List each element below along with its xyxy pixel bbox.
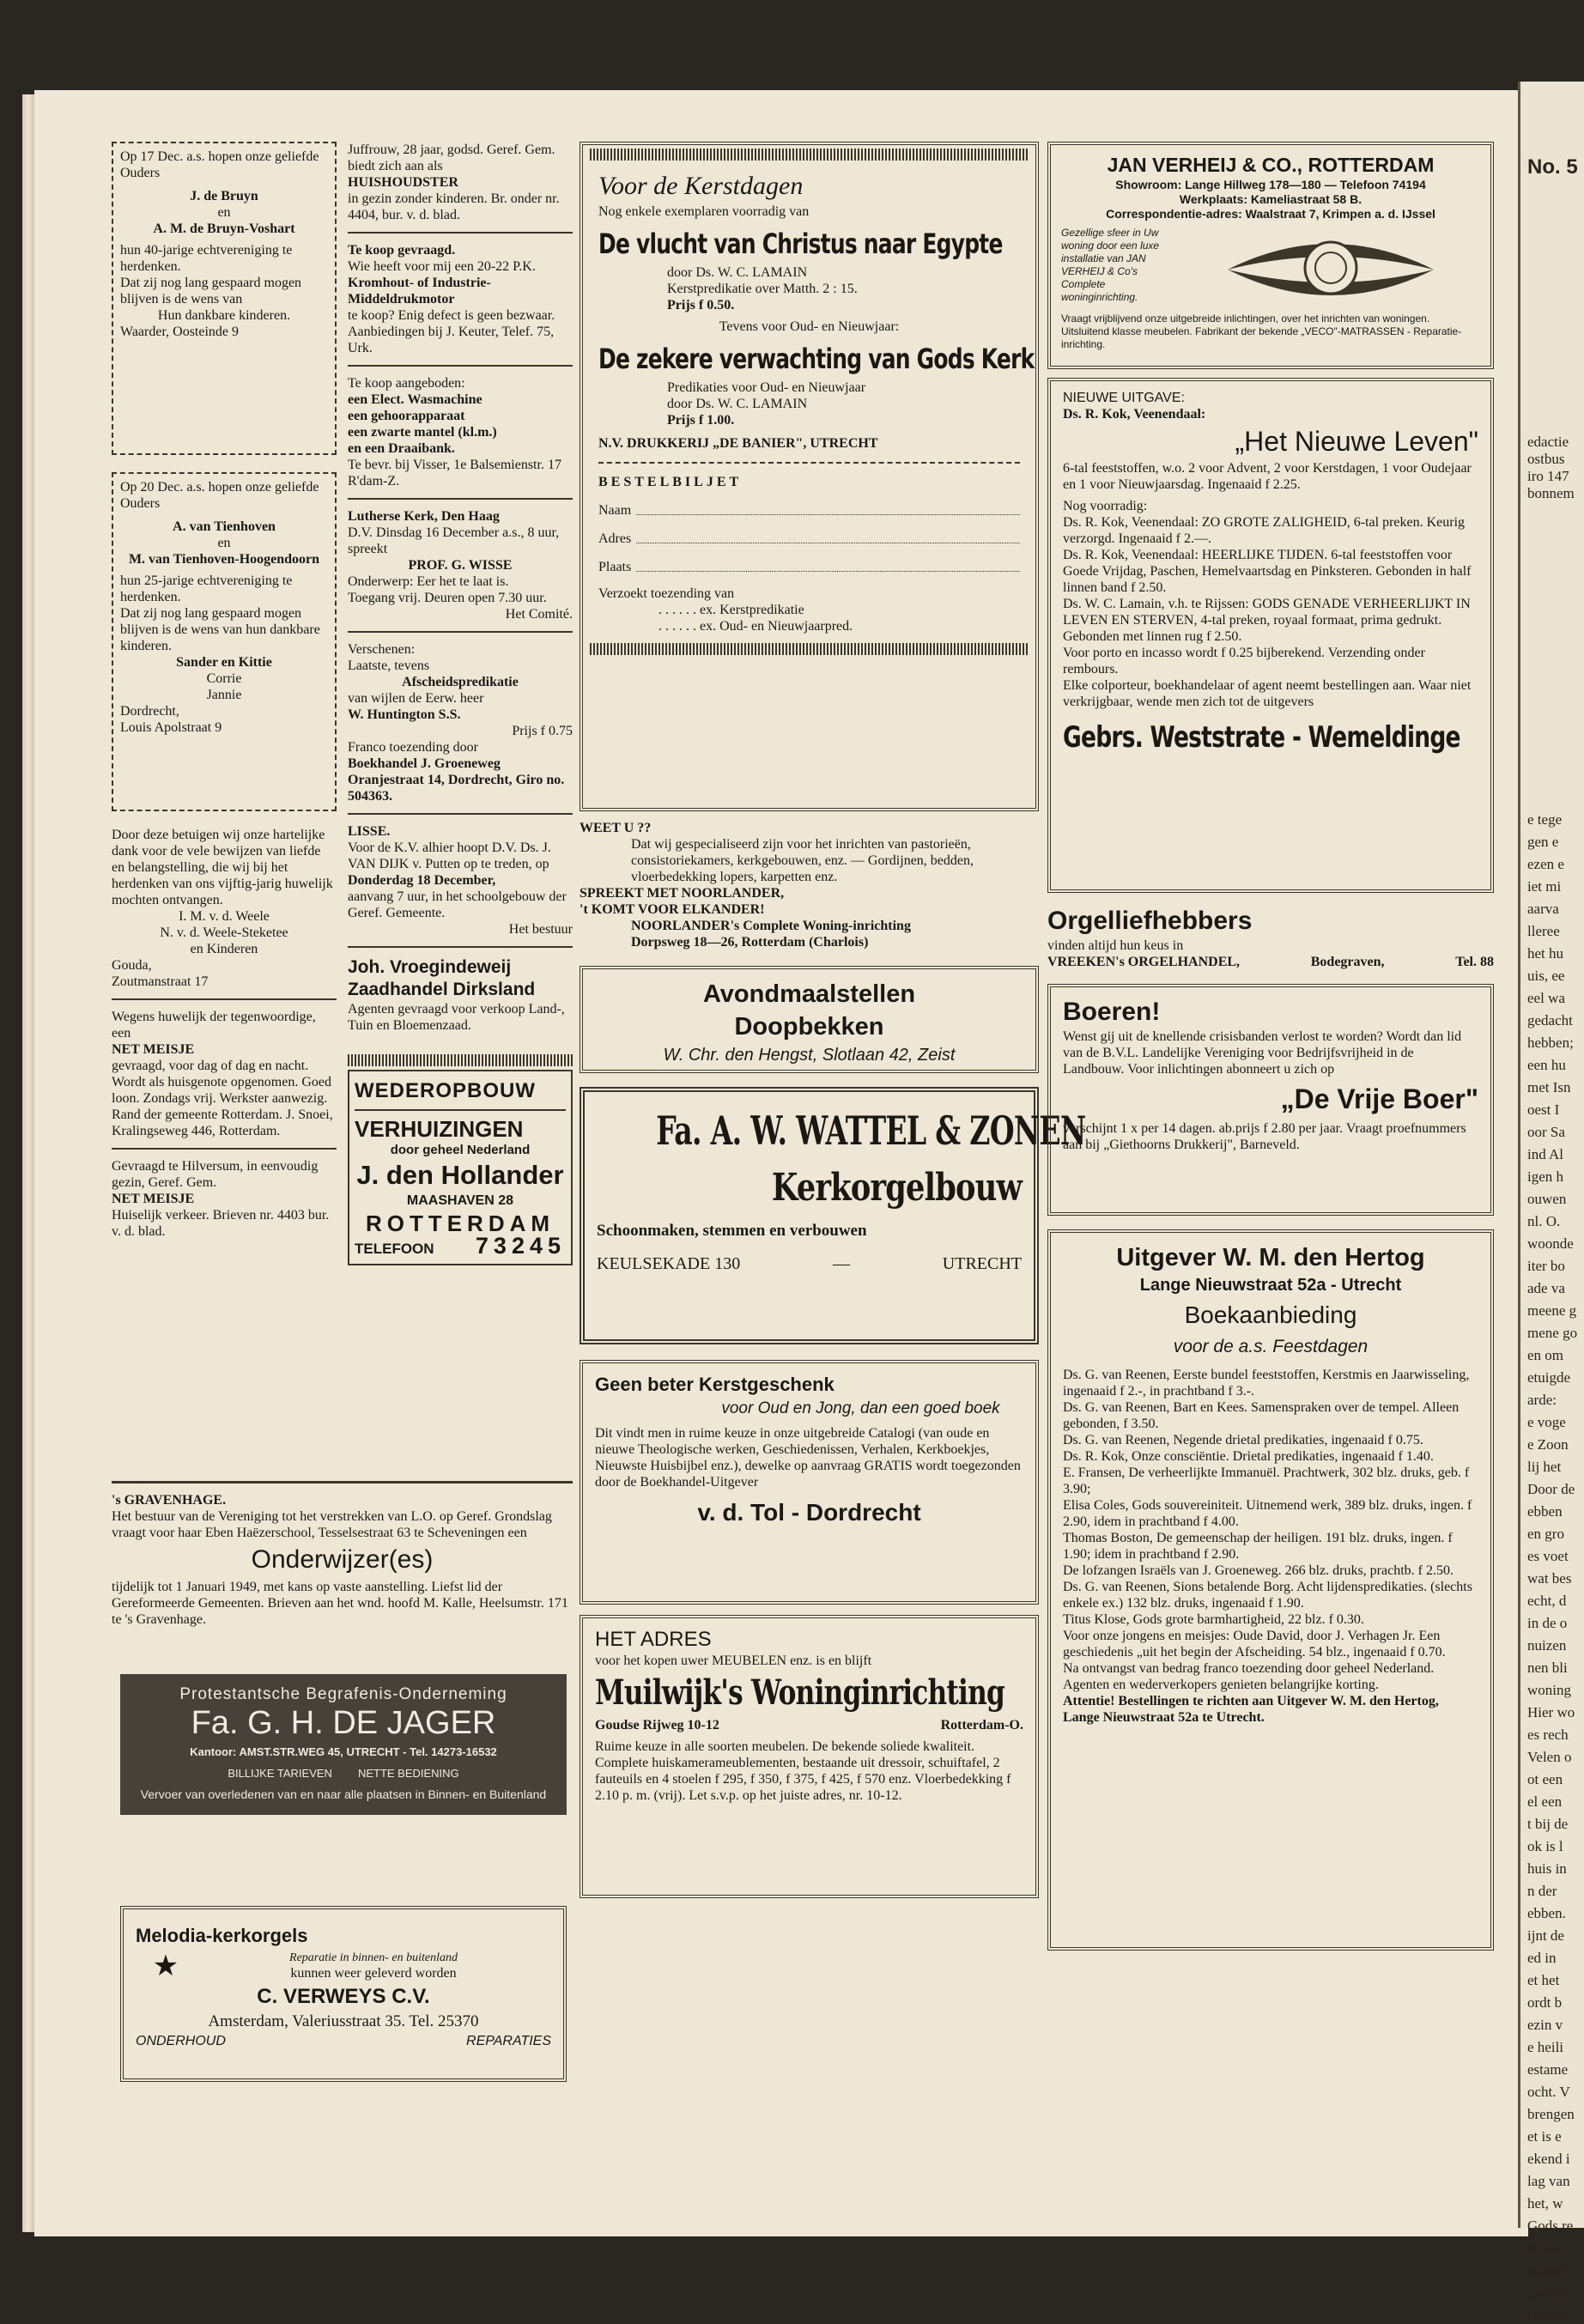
ad-heading: Geen beter Kerstgeschenk bbox=[595, 1374, 834, 1395]
ad-text: Tevens voor Oud- en Nieuwjaar: bbox=[719, 319, 900, 334]
ad-text: Onderwerp: Eer het te laat is. bbox=[348, 574, 509, 589]
ad-text: Na ontvangst van bedrag franco toezending door geheel Nederland. Agenten en wederverkopers genieten belangrijke korting. bbox=[1063, 1661, 1435, 1692]
text-fragment: eel wa bbox=[1527, 990, 1565, 1006]
ad-text: voor Oud en Jong, dan een goed boek bbox=[721, 1399, 1000, 1417]
text-fragment: ebben bbox=[1527, 1503, 1563, 1520]
ad-company: Fa. A. W. WATTEL & ZONEN bbox=[656, 1107, 1086, 1154]
ad-text: Ds. R. Kok, Veenendaal: ZO GROTE ZALIGHEID, 6-tal preken. Keurig verzorgd. Ingenaaid f 2.—. bbox=[1063, 515, 1466, 546]
book-entry: E. Fransen, De verheerlijkte Immanuël. Prachtwerk, 302 blz. druks, geb. f 3.90; bbox=[1063, 1465, 1470, 1496]
noorlander-ad bbox=[580, 820, 1039, 950]
ad-text: in gezin zonder kinderen. Br. onder nr. 4404, bur. v. d. blad. bbox=[348, 191, 560, 222]
ad-text: — bbox=[833, 1254, 850, 1273]
text-fragment: brengen bbox=[1527, 2106, 1575, 2122]
text-fragment: huis in bbox=[1527, 1860, 1567, 1877]
text-fragment: aarva bbox=[1527, 901, 1559, 917]
text-fragment: hebben; bbox=[1527, 1035, 1574, 1051]
ad-name: A. M. de Bruyn-Voshart bbox=[153, 221, 295, 236]
ad-publisher: N.V. DRUKKERIJ „DE BANIER", UTRECHT bbox=[598, 436, 878, 451]
book-entry: Ds. G. van Reenen, Sions betalende Borg. Acht lijdenspredikaties. (slechts enkele ex.) 132 blz. druks, ingenaaid f 1.90. bbox=[1063, 1580, 1472, 1611]
order-line: . . . . . . ex. Oud- en Nieuwjaarpred. bbox=[658, 619, 853, 634]
text-fragment: sband bbox=[1527, 2262, 1562, 2278]
ad-item: een zwarte mantel (kl.m.) bbox=[348, 425, 497, 440]
ad-phone: Tel. 88 bbox=[1455, 955, 1494, 969]
ad-signature: N. v. d. Weele-Steketee bbox=[160, 925, 288, 940]
ad-name: M. van Tienhoven-Hoogendoorn bbox=[128, 552, 320, 567]
text-fragment: een hu bbox=[1527, 1057, 1566, 1073]
ad-company: VREEKEN's ORGELHANDEL, bbox=[1047, 955, 1241, 969]
text-fragment: oor Sa bbox=[1527, 1124, 1565, 1140]
ad-heading: WEDEROPBOUW bbox=[355, 1079, 536, 1102]
ad-heading: NIEUWE UITGAVE: bbox=[1063, 391, 1185, 405]
column-1 bbox=[112, 142, 337, 1240]
text-fragment: uis, ee bbox=[1527, 968, 1565, 984]
text-fragment: es rech bbox=[1527, 1726, 1569, 1743]
text-fragment: woonde bbox=[1527, 1235, 1574, 1252]
ad-text: D.V. Dinsdag 16 December a.s., 8 uur, spreekt bbox=[348, 525, 560, 556]
text-fragment: wat bes bbox=[1527, 1570, 1572, 1587]
ad-name: A. van Tienhoven bbox=[173, 519, 276, 534]
ad-address: Waarder, Oosteinde 9 bbox=[120, 325, 240, 339]
column-2 bbox=[348, 142, 573, 1265]
ad-text: Te bevr. bij Visser, 1e Balsemienstr. 17 R'dam-Z. bbox=[348, 458, 561, 488]
ad-heading: WEET U ?? bbox=[580, 821, 652, 835]
ad-text: Agenten gevraagd voor verkoop Land-, Tuin en Bloemenzaad. bbox=[348, 1002, 565, 1033]
name-field-label: Naam bbox=[598, 503, 632, 518]
ad-name: J. de Bruyn bbox=[190, 189, 258, 203]
ad-text: Het bestuur van de Vereniging tot het verstrekken van L.O. op Geref. Grondslag vraagt voor haar Eben Haëzerschool, Tesselsestraat 63 te Scheveningen een bbox=[112, 1509, 552, 1540]
ad-city: UTRECHT bbox=[942, 1254, 1022, 1273]
book-entry: Voor onze jongens en meisjes: Oude David, door J. Verhagen Jr. Een geschiedenis „uit het begin der Afscheiding. 54 blz., ingenaaid f 0.70. bbox=[1063, 1629, 1446, 1660]
column-3 bbox=[580, 142, 1086, 1898]
ad-heading: Orgelliefhebbers bbox=[1047, 907, 1253, 935]
farmers-ad bbox=[1047, 984, 1494, 1216]
book-entry: Thomas Boston, De gemeenschap der heiligen. 191 blz. druks, ingen. f 1.90; idem in prachtband f 2.90. bbox=[1063, 1531, 1453, 1562]
ad-address: Goudse Rijweg 10-12 bbox=[595, 1718, 719, 1732]
ad-text: te koop? Enig defect is geen bezwaar. Aanbiedingen bij J. Keuter, Telef. 75, Urk. bbox=[348, 308, 555, 355]
text-fragment: nen bli bbox=[1527, 1660, 1568, 1676]
organ-dealer-ad bbox=[1047, 905, 1494, 970]
ad-signature: Corrie bbox=[206, 671, 242, 686]
wattel-ad bbox=[580, 1087, 1086, 1344]
column-4 bbox=[1047, 142, 1494, 1951]
book-entry: Ds. G. van Reenen, Negende drietal predikaties, ingenaaid f 0.75. bbox=[1063, 1433, 1423, 1447]
text-fragment: oest I bbox=[1527, 1101, 1560, 1118]
text-fragment: ouwen bbox=[1527, 1191, 1567, 1207]
city-field[interactable] bbox=[636, 559, 1020, 572]
ad-company: JAN VERHEIJ & CO., ROTTERDAM bbox=[1107, 154, 1435, 176]
motor-ad bbox=[348, 242, 573, 356]
ad-text: gevraagd, voor dag of dag en nacht. Wordt als huisgenote opgenomen. Goed loon. Zondags vrij. Werkster aanwezig. Rand der gemeente Rotterdam. J. Snoei, Kralingseweg 446, Rotterdam. bbox=[112, 1059, 333, 1138]
text-fragment: iet mi bbox=[1527, 878, 1562, 895]
ad-heading: 's GRAVENHAGE. bbox=[112, 1493, 227, 1508]
text-fragment: et is e bbox=[1527, 2128, 1562, 2145]
text-fragment: et het bbox=[1527, 1972, 1560, 1988]
ad-company: Muilwijk's Woninginrichting bbox=[595, 1672, 1005, 1713]
ad-item: een Elect. Wasmachine bbox=[348, 392, 482, 407]
text-fragment: e Zoon bbox=[1527, 1436, 1569, 1453]
text-fragment: lag van bbox=[1527, 2173, 1570, 2189]
ad-heading: VERHUIZINGEN bbox=[355, 1116, 524, 1142]
ad-signature: I. M. v. d. Weele bbox=[179, 909, 270, 924]
ad-item: een gehoorapparaat bbox=[348, 409, 465, 423]
ad-company: J. den Hollander bbox=[356, 1160, 564, 1190]
ad-text: Toegang vrij. Deuren open 7.30 uur. bbox=[348, 591, 547, 605]
ad-text: Juffrouw, 28 jaar, godsd. Geref. Gem. biedt zich aan als bbox=[348, 143, 555, 173]
text-fragment: iro 147 bbox=[1527, 468, 1569, 484]
ad-heading: Doopbekken bbox=[734, 1013, 884, 1041]
text-fragment: ebben. bbox=[1527, 1905, 1566, 1921]
ad-text: Wenst gij uit de knellende crisisbanden verlost te worden? Wordt dan lid van de B.V.L. Landelijke Vereniging voor Bedrijfsvrijheid in de Landbouw. Voor inlichtingen abonneert u zich op bbox=[1063, 1029, 1462, 1077]
lisse-ad bbox=[348, 823, 573, 937]
ad-address: Oranjestraat 14, Dordrecht, Giro no. 504363. bbox=[348, 773, 565, 804]
ad-price: Prijs f 0.75 bbox=[512, 724, 573, 738]
ad-text: Kerstpredikatie over Matth. 2 : 15. bbox=[667, 282, 858, 296]
ad-address: Dorpsweg 18—26, Rotterdam (Charlois) bbox=[631, 935, 869, 950]
name-field[interactable] bbox=[636, 502, 1020, 515]
ad-text: Vraagt vrijblijvend onze uitgebreide inlichtingen, over het inrichten van woningen. Uitsluitend klasse meubelen. Fabrikant der bekende „VECO"-MATRASSEN - Reparatie-inrichting. bbox=[1061, 312, 1462, 350]
ad-address: Showroom: Lange Hillweg 178—180 — Telefoon 74194 bbox=[1115, 178, 1426, 191]
ad-address: Lange Nieuwstraat 52a - Utrecht bbox=[1139, 1276, 1402, 1295]
ad-city: ROTTERDAM bbox=[365, 1211, 555, 1236]
ad-text: REPARATIES bbox=[466, 2034, 551, 2048]
ad-text: tijdelijk tot 1 Januari 1949, met kans op vaste aanstelling. Liefst lid der Gereformeerde Gemeenten. Brieven aan het wnd. hoofd M. Kalle, Heelsumstr. 171 te 's Gravenhage. bbox=[112, 1580, 568, 1627]
ad-text: Vervoer van overledenen van en naar alle plaatsen in Binnen- en Buitenland bbox=[140, 1787, 547, 1801]
ad-address: Dordrecht, bbox=[120, 704, 179, 719]
ad-city: Rotterdam-O. bbox=[940, 1718, 1023, 1732]
book-entry: Titus Klose, Gods grote barmhartigheid, 22 blz. f 0.30. bbox=[1063, 1612, 1364, 1627]
ad-price: Prijs f 1.00. bbox=[667, 413, 735, 428]
anniversary-ad-2 bbox=[112, 472, 337, 811]
text-fragment: Hier wo bbox=[1527, 1704, 1575, 1720]
ad-intro: Op 17 Dec. a.s. hopen onze geliefde Ouders bbox=[120, 149, 319, 180]
ad-text: kunnen weer geleverd worden bbox=[290, 1966, 457, 1981]
ad-address: Correspondentie-adres: Waalstraat 7, Krimpen a. d. IJssel bbox=[1106, 207, 1435, 221]
christmas-books-ad bbox=[580, 142, 1039, 811]
seed-ad bbox=[348, 956, 573, 1034]
text-fragment: woning bbox=[1527, 1682, 1571, 1698]
text-fragment: ordt b bbox=[1527, 1994, 1563, 2011]
job-ad-1 bbox=[112, 1009, 337, 1139]
ad-company: NOORLANDER's Complete Woning-inrichting bbox=[631, 919, 911, 933]
text-fragment: gedacht bbox=[1527, 1012, 1573, 1029]
ad-phone-label: TELEFOON bbox=[355, 1241, 434, 1257]
ad-title: „De Vrije Boer" bbox=[1280, 1083, 1478, 1114]
sermon-ad bbox=[348, 641, 573, 804]
text-fragment: ind Al bbox=[1527, 1146, 1564, 1162]
kok-ad bbox=[1047, 378, 1494, 893]
ad-heading: Afscheidspredikatie bbox=[402, 675, 519, 689]
ad-text: Predikaties voor Oud- en Nieuwjaar bbox=[667, 380, 866, 395]
ad-text: hun 25-jarige echtvereniging te herdenken. bbox=[120, 573, 293, 604]
ad-and: en bbox=[217, 536, 231, 550]
thanks-ad bbox=[112, 827, 337, 990]
ad-text: van wijlen de Eerw. heer bbox=[348, 691, 484, 706]
text-fragment: chaamt bbox=[1527, 2307, 1570, 2323]
ad-text: door geheel Nederland bbox=[390, 1143, 531, 1157]
ad-text: Laatste, tevens bbox=[348, 658, 430, 673]
ad-text: NETTE BEDIENING bbox=[357, 1767, 459, 1780]
book-title: De vlucht van Christus naar Egypte bbox=[598, 228, 1003, 260]
text-fragment: Door de bbox=[1527, 1481, 1575, 1497]
text-fragment: in de o bbox=[1527, 1615, 1568, 1631]
text-fragment: ostbus bbox=[1527, 451, 1565, 467]
ad-name: W. Huntington S.S. bbox=[348, 707, 461, 722]
lecture-ad bbox=[348, 508, 573, 622]
text-fragment: ade va bbox=[1527, 1280, 1565, 1296]
ad-text: voor het kopen uwer MEUBELEN enz. is en blijft bbox=[595, 1653, 872, 1668]
ad-company: Fa. G. H. DE JAGER bbox=[191, 1705, 496, 1741]
text-fragment: iter bo bbox=[1527, 1258, 1565, 1274]
ad-heading: Joh. Vroegindeweij bbox=[348, 957, 512, 977]
text-fragment: ocht. V bbox=[1527, 2084, 1570, 2100]
text-fragment: meene g bbox=[1527, 1302, 1577, 1319]
text-fragment: mene go bbox=[1527, 1325, 1578, 1341]
ad-heading: Protestantsche Begrafenis-Onderneming bbox=[179, 1685, 507, 1703]
address-field-label: Adres bbox=[598, 531, 632, 546]
ad-heading: Melodia-kerkorgels bbox=[136, 1925, 308, 1946]
ad-text: Elke colporteur, boekhandelaar of agent neemt bestellingen aan. Waar niet verkrijgbaar, wende men zich tot de uitgevers bbox=[1063, 678, 1472, 709]
ad-address: Kantoor: AMST.STR.WEG 45, UTRECHT - Tel. 14273-16532 bbox=[190, 1745, 497, 1758]
ad-signature: Het Comité. bbox=[505, 607, 573, 622]
ad-text: Dat wij gespecialiseerd zijn voor het inrichten van pastorieën, consistoriekamers, kerkgebouwen, enz. — Gordijnen, bedden, vloerbedekking lopers, karpetten enz. bbox=[631, 837, 974, 884]
ad-city: Bodegraven, bbox=[1310, 955, 1385, 969]
text-fragment: el een bbox=[1527, 1793, 1563, 1810]
ad-address: KEULSEKADE 130 bbox=[597, 1254, 741, 1273]
ad-text: Attentie! Bestellingen te richten aan Uitgever W. M. den Hertog, Lange Nieuwstraat 52a te Utrecht. bbox=[1063, 1694, 1439, 1725]
text-fragment: etuigde bbox=[1527, 1369, 1571, 1386]
ad-text: Huiselijk verkeer. Brieven nr. 4403 bur. v. d. blad. bbox=[112, 1208, 330, 1239]
text-fragment: edactie bbox=[1527, 434, 1569, 450]
tol-ad bbox=[580, 1360, 1039, 1605]
melodia-ad bbox=[120, 1906, 567, 2082]
ad-text: BILLIJKE TARIEVEN bbox=[228, 1767, 332, 1780]
text-fragment: arde: bbox=[1527, 1392, 1557, 1408]
ad-text: Ds. W. C. Lamain, v.h. te Rijssen: GODS GENADE VERHEERLIJKT IN LEVEN EN STERVEN, 4-tal preken, royaal formaat, prima gedrukt. Gebonden met linnen rug f 2.50. bbox=[1063, 597, 1471, 644]
text-fragment: en om bbox=[1527, 1347, 1564, 1363]
text-fragment: e heili bbox=[1527, 2039, 1564, 2055]
ad-text: Nog voorradig: bbox=[1063, 499, 1148, 513]
ad-text: Nog enkele exemplaren voorradig van bbox=[598, 204, 810, 219]
ad-heading: Boekaanbieding bbox=[1184, 1302, 1357, 1328]
ad-heading: HET ADRES bbox=[595, 1628, 712, 1651]
order-line: . . . . . . ex. Kerstpredikatie bbox=[658, 603, 804, 617]
ad-address: Werkplaats: Kameliastraat 58 B. bbox=[1179, 192, 1362, 206]
ad-text: vinden altijd hun keus in bbox=[1047, 938, 1184, 953]
ad-signature: Het bestuur bbox=[508, 922, 573, 937]
text-fragment: estame bbox=[1527, 2061, 1569, 2078]
text-fragment: t bij de bbox=[1527, 1816, 1569, 1832]
ad-date: Donderdag 18 December, bbox=[348, 873, 496, 888]
text-fragment: lij het bbox=[1527, 1459, 1562, 1475]
ad-author: Ds. R. Kok, Veenendaal: bbox=[1063, 407, 1206, 422]
ad-heading: voor de a.s. Feestdagen bbox=[1173, 1337, 1369, 1356]
text-fragment: Gods re bbox=[1527, 2218, 1574, 2234]
ad-heading: Kromhout- of Industrie-Middeldrukmotor bbox=[348, 276, 491, 306]
for-sale-ad bbox=[348, 375, 573, 489]
book-entry: Ds. G. van Reenen, Eerste bundel feeststoffen, Kerstmis en Jaarwisseling, ingenaaid f 2.-, in prachtband f 3.-. bbox=[1063, 1368, 1470, 1399]
issue-number: No. 5 bbox=[1527, 155, 1578, 179]
ad-intro: Op 20 Dec. a.s. hopen onze geliefde Ouders bbox=[120, 480, 319, 511]
ad-heading: NET MEISJE bbox=[112, 1192, 195, 1206]
text-fragment: bonnem bbox=[1527, 485, 1575, 501]
veco-logo bbox=[1181, 227, 1480, 312]
ad-and: en bbox=[217, 205, 231, 220]
ad-item: en een Draaibank. bbox=[348, 441, 455, 456]
ad-company: C. VERWEYS C.V. bbox=[257, 1985, 430, 2008]
text-fragment: ekend i bbox=[1527, 2151, 1570, 2167]
book-title: De zekere verwachting van Gods Kerk bbox=[598, 343, 1035, 375]
text-fragment: en gro bbox=[1527, 1526, 1564, 1542]
ad-heading: Zaadhandel Dirksland bbox=[348, 980, 536, 999]
ad-signature: en Kinderen bbox=[190, 942, 258, 956]
text-fragment: ezen e bbox=[1527, 856, 1564, 872]
address-field[interactable] bbox=[636, 531, 1020, 543]
ad-text: Schoonmaken, stemmen en verbouwen bbox=[597, 1222, 867, 1240]
text-fragment: n der bbox=[1527, 1883, 1557, 1899]
text-fragment: at wo bbox=[1527, 2240, 1560, 2256]
gravenhage-ad bbox=[112, 1472, 573, 1628]
ad-text: Ds. R. Kok, Veenendaal: HEERLIJKE TIJDEN. 6-tal feeststoffen voor Goede Vrijdag, Paschen, Hemelvaartsdag en Pinksteren. Gebonden in half linnen band f 2.50. bbox=[1063, 548, 1472, 595]
ad-phone: 73245 bbox=[475, 1233, 566, 1259]
ad-text: Verschenen: bbox=[348, 642, 416, 657]
text-fragment: es voet bbox=[1527, 1548, 1569, 1564]
ad-company: Uitgever W. M. den Hertog bbox=[1116, 1244, 1425, 1271]
ad-company: v. d. Tol - Dordrecht bbox=[697, 1499, 921, 1526]
ad-text: 6-tal feeststoffen, w.o. 2 voor Advent, 2 voor Kerstdagen, 1 voor Oudejaar en 1 voor Nieuwjaarsdag. Ingenaaid f 2.25. bbox=[1063, 461, 1472, 492]
order-form-title: BESTELBILJET bbox=[598, 475, 743, 489]
text-fragment: met Isn bbox=[1527, 1079, 1571, 1095]
ad-text: Ruime keuze in alle soorten meubelen. De bekende soliede kwaliteit. Complete huiskamerameublementen, bestaande uit dressoir, schuiftafel, 2 fauteuils en 4 stoelen f 295, f 350, f 375, f 425, f 570 enz. Vloerbedekking f 2.10 p. m. (vrij). Let s.v.p. op het juiste adres, nr. 10-12. bbox=[595, 1739, 1011, 1803]
ad-position: Onderwijzer(es) bbox=[251, 1545, 434, 1574]
ad-name: PROF. G. WISSE bbox=[408, 558, 513, 573]
ad-author: door Ds. W. C. LAMAIN bbox=[667, 265, 808, 280]
jager-ad bbox=[120, 1674, 567, 1815]
ad-heading: Kerkorgelbouw bbox=[771, 1166, 1022, 1210]
text-fragment: het hu bbox=[1527, 945, 1564, 962]
book-entry: De lofzangen Israëls van J. Groeneweg. 266 blz. druks, prachtb. f 2.50. bbox=[1063, 1563, 1454, 1578]
text-fragment: e tege bbox=[1527, 811, 1563, 828]
ad-heading: HUISHOUDSTER bbox=[348, 175, 458, 190]
ad-text: Franco toezending door bbox=[348, 740, 478, 755]
moving-ad bbox=[348, 1070, 573, 1265]
ad-price: Prijs f 0.50. bbox=[667, 298, 735, 312]
text-fragment: Velen o bbox=[1527, 1749, 1572, 1765]
ad-text: hun 40-jarige echtvereniging te herdenken. bbox=[120, 243, 293, 274]
book-entry: Ds. G. van Reenen, Bart en Kees. Samenspraken over de tempel. Alleen gebonden, f 3.50. bbox=[1063, 1400, 1460, 1431]
ad-heading: Lutherse Kerk, Den Haag bbox=[348, 509, 500, 524]
ad-heading: Te koop gevraagd. bbox=[348, 243, 456, 258]
ad-publisher: Gebrs. Weststrate - Wemeldinge bbox=[1063, 720, 1460, 755]
ad-heading: Voor de Kerstdagen bbox=[598, 172, 804, 200]
ad-heading: LISSE. bbox=[348, 824, 391, 839]
text-fragment: ezin v bbox=[1527, 2017, 1563, 2033]
ad-text: Verzoekt toezending van bbox=[598, 586, 735, 601]
ad-heading: NET MEISJE bbox=[112, 1042, 195, 1057]
text-fragment: ijnt de bbox=[1527, 1927, 1564, 1944]
ad-text: Wie heeft voor mij een 20-22 P.K. bbox=[348, 259, 536, 274]
book-title: „Het Nieuwe Leven" bbox=[1235, 426, 1478, 457]
job-ad-2 bbox=[112, 1158, 337, 1240]
ad-text: Voor de K.V. alhier hoopt D.V. Ds. J. VAN DIJK v. Putten op te treden, op bbox=[348, 840, 551, 871]
text-fragment: ok is l bbox=[1527, 1838, 1563, 1854]
ad-address: MAASHAVEN 28 bbox=[406, 1193, 514, 1208]
ad-heading: Boeren! bbox=[1063, 998, 1161, 1026]
ad-heading: SPREEKT MET NOORLANDER, bbox=[580, 886, 785, 901]
ad-address: W. Chr. den Hengst, Slotlaan 42, Zeist bbox=[663, 1046, 956, 1065]
ad-heading: Avondmaalstellen bbox=[702, 980, 916, 1008]
ad-text: Gezellige sfeer in Uw woning door een luxe installatie van JAN VERHEIJ & Co's Complete woninginrichting. bbox=[1061, 227, 1160, 303]
ad-signature: Jannie bbox=[206, 688, 242, 702]
muilwijk-ad bbox=[580, 1615, 1039, 1898]
ad-address: Gouda, bbox=[112, 958, 152, 973]
text-fragment: nuizen bbox=[1527, 1637, 1567, 1653]
ad-text: Reparatie in binnen- en buitenland bbox=[289, 1951, 458, 1964]
text-fragment: igen h bbox=[1527, 1168, 1564, 1185]
ad-text: aanvang 7 uur, in het schoolgebouw der Geref. Gemeente. bbox=[348, 889, 567, 920]
ad-text: Dat zij nog lang gespaard mogen blijven is de wens van hun dankbare kinderen. bbox=[120, 606, 320, 653]
star-icon: ★ bbox=[152, 1949, 179, 1983]
text-fragment: nl. O. bbox=[1527, 1213, 1561, 1229]
ad-text: verschijnt 1 x per 14 dagen. ab.prijs f 2.80 per jaar. Vraagt proefnummers aan bij „Giethoorns Drukkerij", Barneveld. bbox=[1063, 1121, 1466, 1152]
ad-address: Amsterdam, Valeriusstraat 35. Tel. 25370 bbox=[208, 2012, 479, 2030]
ad-text: Dit vindt men in ruime keuze in onze uitgebreide Catalogi (van oude en nieuwe Theologische werken, Geschiedenissen, Verhalen, Kerkboekjes, Nieuwste Huisbijbel enz.), dewelke op aanvraag GRATIS wordt toegezonden door de Boekhandel-Uitgever bbox=[595, 1426, 1021, 1490]
text-fragment: uwelijk bbox=[1527, 2285, 1571, 2301]
ad-text: ONDERHOUD bbox=[136, 2034, 226, 2048]
ad-text: Wegens huwelijk der tegenwoordige, een bbox=[112, 1010, 316, 1041]
ad-text: Gevraagd te Hilversum, in eenvoudig gezin, Geref. Gem. bbox=[112, 1159, 319, 1190]
hertog-ad bbox=[1047, 1229, 1494, 1951]
ad-address: Zoutmanstraat 17 bbox=[112, 974, 209, 989]
anniversary-ad-1 bbox=[112, 142, 337, 455]
text-fragment: het, w bbox=[1527, 2195, 1563, 2212]
adjacent-page bbox=[1518, 82, 1584, 2323]
city-field-label: Plaats bbox=[598, 560, 632, 574]
ad-signature: Hun dankbare kinderen. bbox=[157, 308, 291, 323]
ad-signature: Sander en Kittie bbox=[176, 655, 272, 670]
text-fragment: echt, d bbox=[1527, 1593, 1567, 1609]
text-fragment: gen e bbox=[1527, 834, 1559, 850]
book-entry: Ds. R. Kok, Onze consciëntie. Drietal predikaties, ingenaaid f 1.40. bbox=[1063, 1449, 1434, 1464]
ad-address: Louis Apolstraat 9 bbox=[120, 720, 222, 735]
ad-text: Voor porto en incasso wordt f 0.25 bijberekend. Verzending onder rembours. bbox=[1063, 646, 1425, 677]
text-fragment: ed in bbox=[1527, 1950, 1557, 1966]
ad-name: Boekhandel J. Groeneweg bbox=[348, 756, 501, 771]
ad-text: Te koop aangeboden: bbox=[348, 376, 465, 391]
ad-author: door Ds. W. C. LAMAIN bbox=[667, 397, 808, 411]
ad-heading: 't KOMT VOOR ELKANDER! bbox=[580, 902, 765, 917]
text-fragment: ot een bbox=[1527, 1771, 1563, 1787]
text-fragment: e voge bbox=[1527, 1414, 1566, 1430]
verheij-ad bbox=[1047, 142, 1494, 369]
communion-ad bbox=[580, 966, 1039, 1073]
ad-text: Dat zij nog lang gespaard mogen blijven is de wens van bbox=[120, 276, 302, 306]
text-fragment: lleree bbox=[1527, 923, 1560, 939]
book-entry: Elisa Coles, Gods souvereiniteit. Uitnemend werk, 389 blz. druks, ingen. f 2.90, idem in prachtband f 4.00. bbox=[1063, 1498, 1472, 1529]
ad-text: Door deze betuigen wij onze hartelijke dank voor de vele bewijzen van liefde en belangstelling, die wij bij het herdenken van ons vijftig-jarig huwelijk mochten ontvangen. bbox=[112, 828, 333, 907]
housekeeper-ad bbox=[348, 142, 573, 223]
